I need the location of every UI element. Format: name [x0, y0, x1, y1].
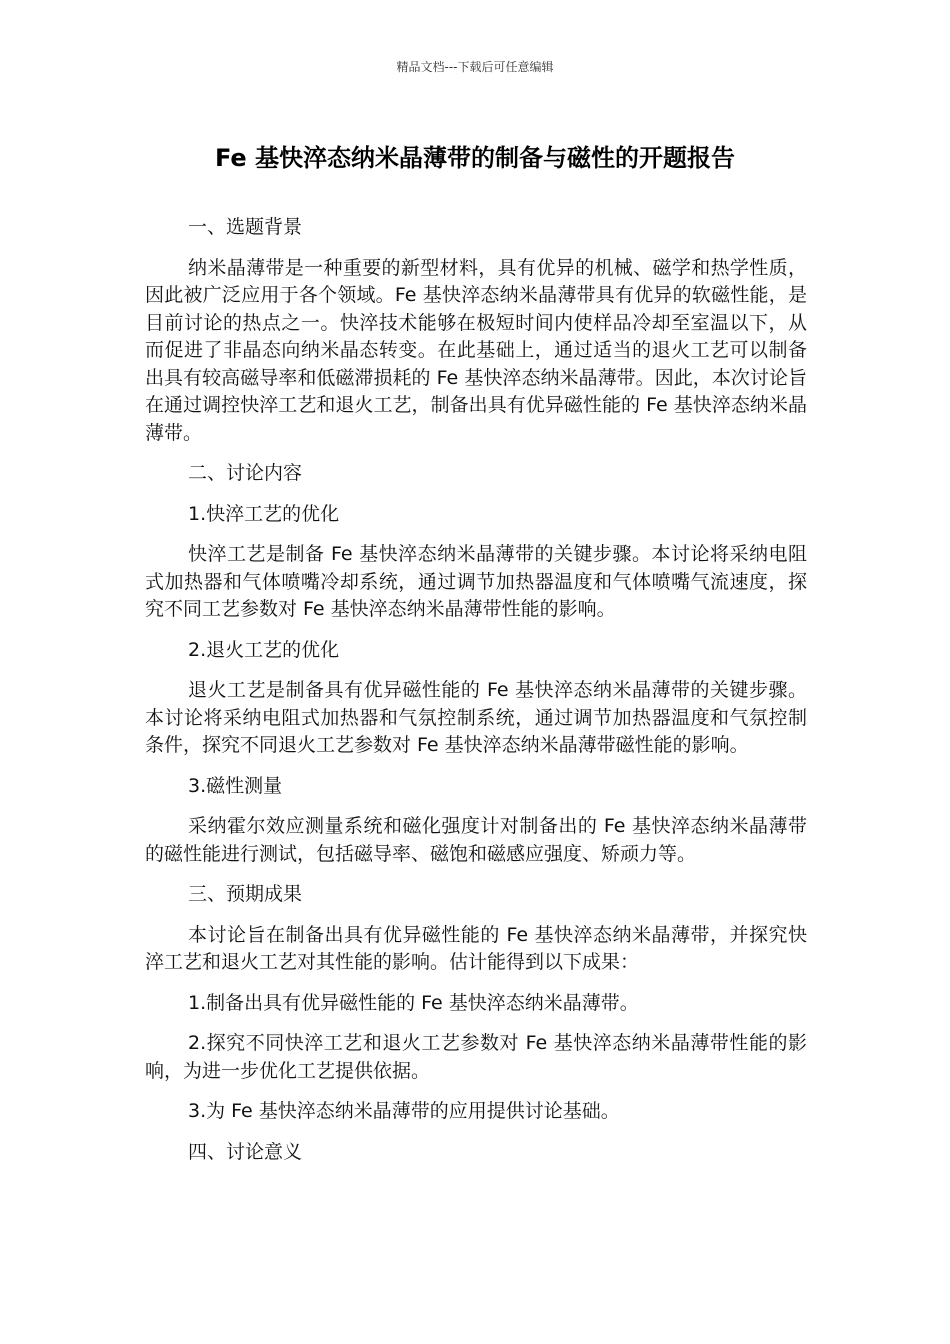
subheading-anneal-optimization: 2.退火工艺的优化 [188, 638, 340, 661]
anneal-paragraph: 退火工艺是制备具有优异磁性能的 Fe 基快淬态纳米晶薄带的关键步骤。本讨论将采纳电阻式加热器和气氛控制系统，通过调节加热器温度和气氛控制条件，探究不同退火工艺参数对 Fe 基快淬态纳米晶薄带磁性能的影响。 [145, 679, 807, 756]
quench-paragraph: 快淬工艺是制备 Fe 基快淬态纳米晶薄带的关键步骤。本讨论将采纳电阻式加热器和气体喷嘴冷却系统，通过调节加热器温度和气体喷嘴气流速度，探究不同工艺参数对 Fe 基快淬态纳米晶薄带性能的影响。 [145, 543, 807, 620]
section-heading-background: 一、选题背景 [188, 216, 303, 238]
outcomes-paragraph: 本讨论旨在制备出具有优异磁性能的 Fe 基快淬态纳米晶薄带，并探究快淬工艺和退火工艺对其性能的影响。估计能得到以下成果： [145, 923, 807, 973]
outcome-item-1: 1.制备出具有优异磁性能的 Fe 基快淬态纳米晶薄带。 [188, 991, 639, 1014]
background-paragraph: 纳米晶薄带是一种重要的新型材料，具有优异的机械、磁学和热学性质，因此被广泛应用于各个领域。Fe 基快淬态纳米晶薄带具有优异的软磁性能，是目前讨论的热点之一。快淬技术能够在极短时间内使样品冷却至室温以下，从而促进了非晶态向纳米晶态转变。在此基础上，通过适当的退火工艺可以制备出具有较高磁导率和低磁滞损耗的 Fe 基快淬态纳米晶薄带。因此，本次讨论旨在通过调控快淬工艺和退火工艺，制备出具有优异磁性能的 Fe 基快淬态纳米晶薄带。 [145, 256, 807, 444]
section-heading-significance: 四、讨论意义 [188, 1140, 303, 1163]
page-header: 精品文档---下载后可任意编辑 [396, 60, 554, 74]
document-title: Fe 基快淬态纳米晶薄带的制备与磁性的开题报告 [214, 144, 736, 172]
subheading-magnetic-measurement: 3.磁性测量 [188, 774, 283, 797]
measurement-paragraph: 采纳霍尔效应测量系统和磁化强度计对制备出的 Fe 基快淬态纳米晶薄带的磁性能进行测试，包括磁导率、磁饱和磁感应强度、矫顽力等。 [145, 815, 807, 865]
outcome-item-3: 3.为 Fe 基快淬态纳米晶薄带的应用提供讨论基础。 [188, 1100, 620, 1122]
outcome-item-2: 2.探究不同快淬工艺和退火工艺参数对 Fe 基快淬态纳米晶薄带性能的影响，为进一步优化工艺提供依据。 [145, 1032, 807, 1082]
document-body [145, 214, 807, 1179]
section-heading-content: 二、讨论内容 [188, 462, 303, 484]
subheading-quench-optimization: 1.快淬工艺的优化 [188, 502, 340, 525]
section-heading-outcomes: 三、预期成果 [188, 883, 303, 905]
